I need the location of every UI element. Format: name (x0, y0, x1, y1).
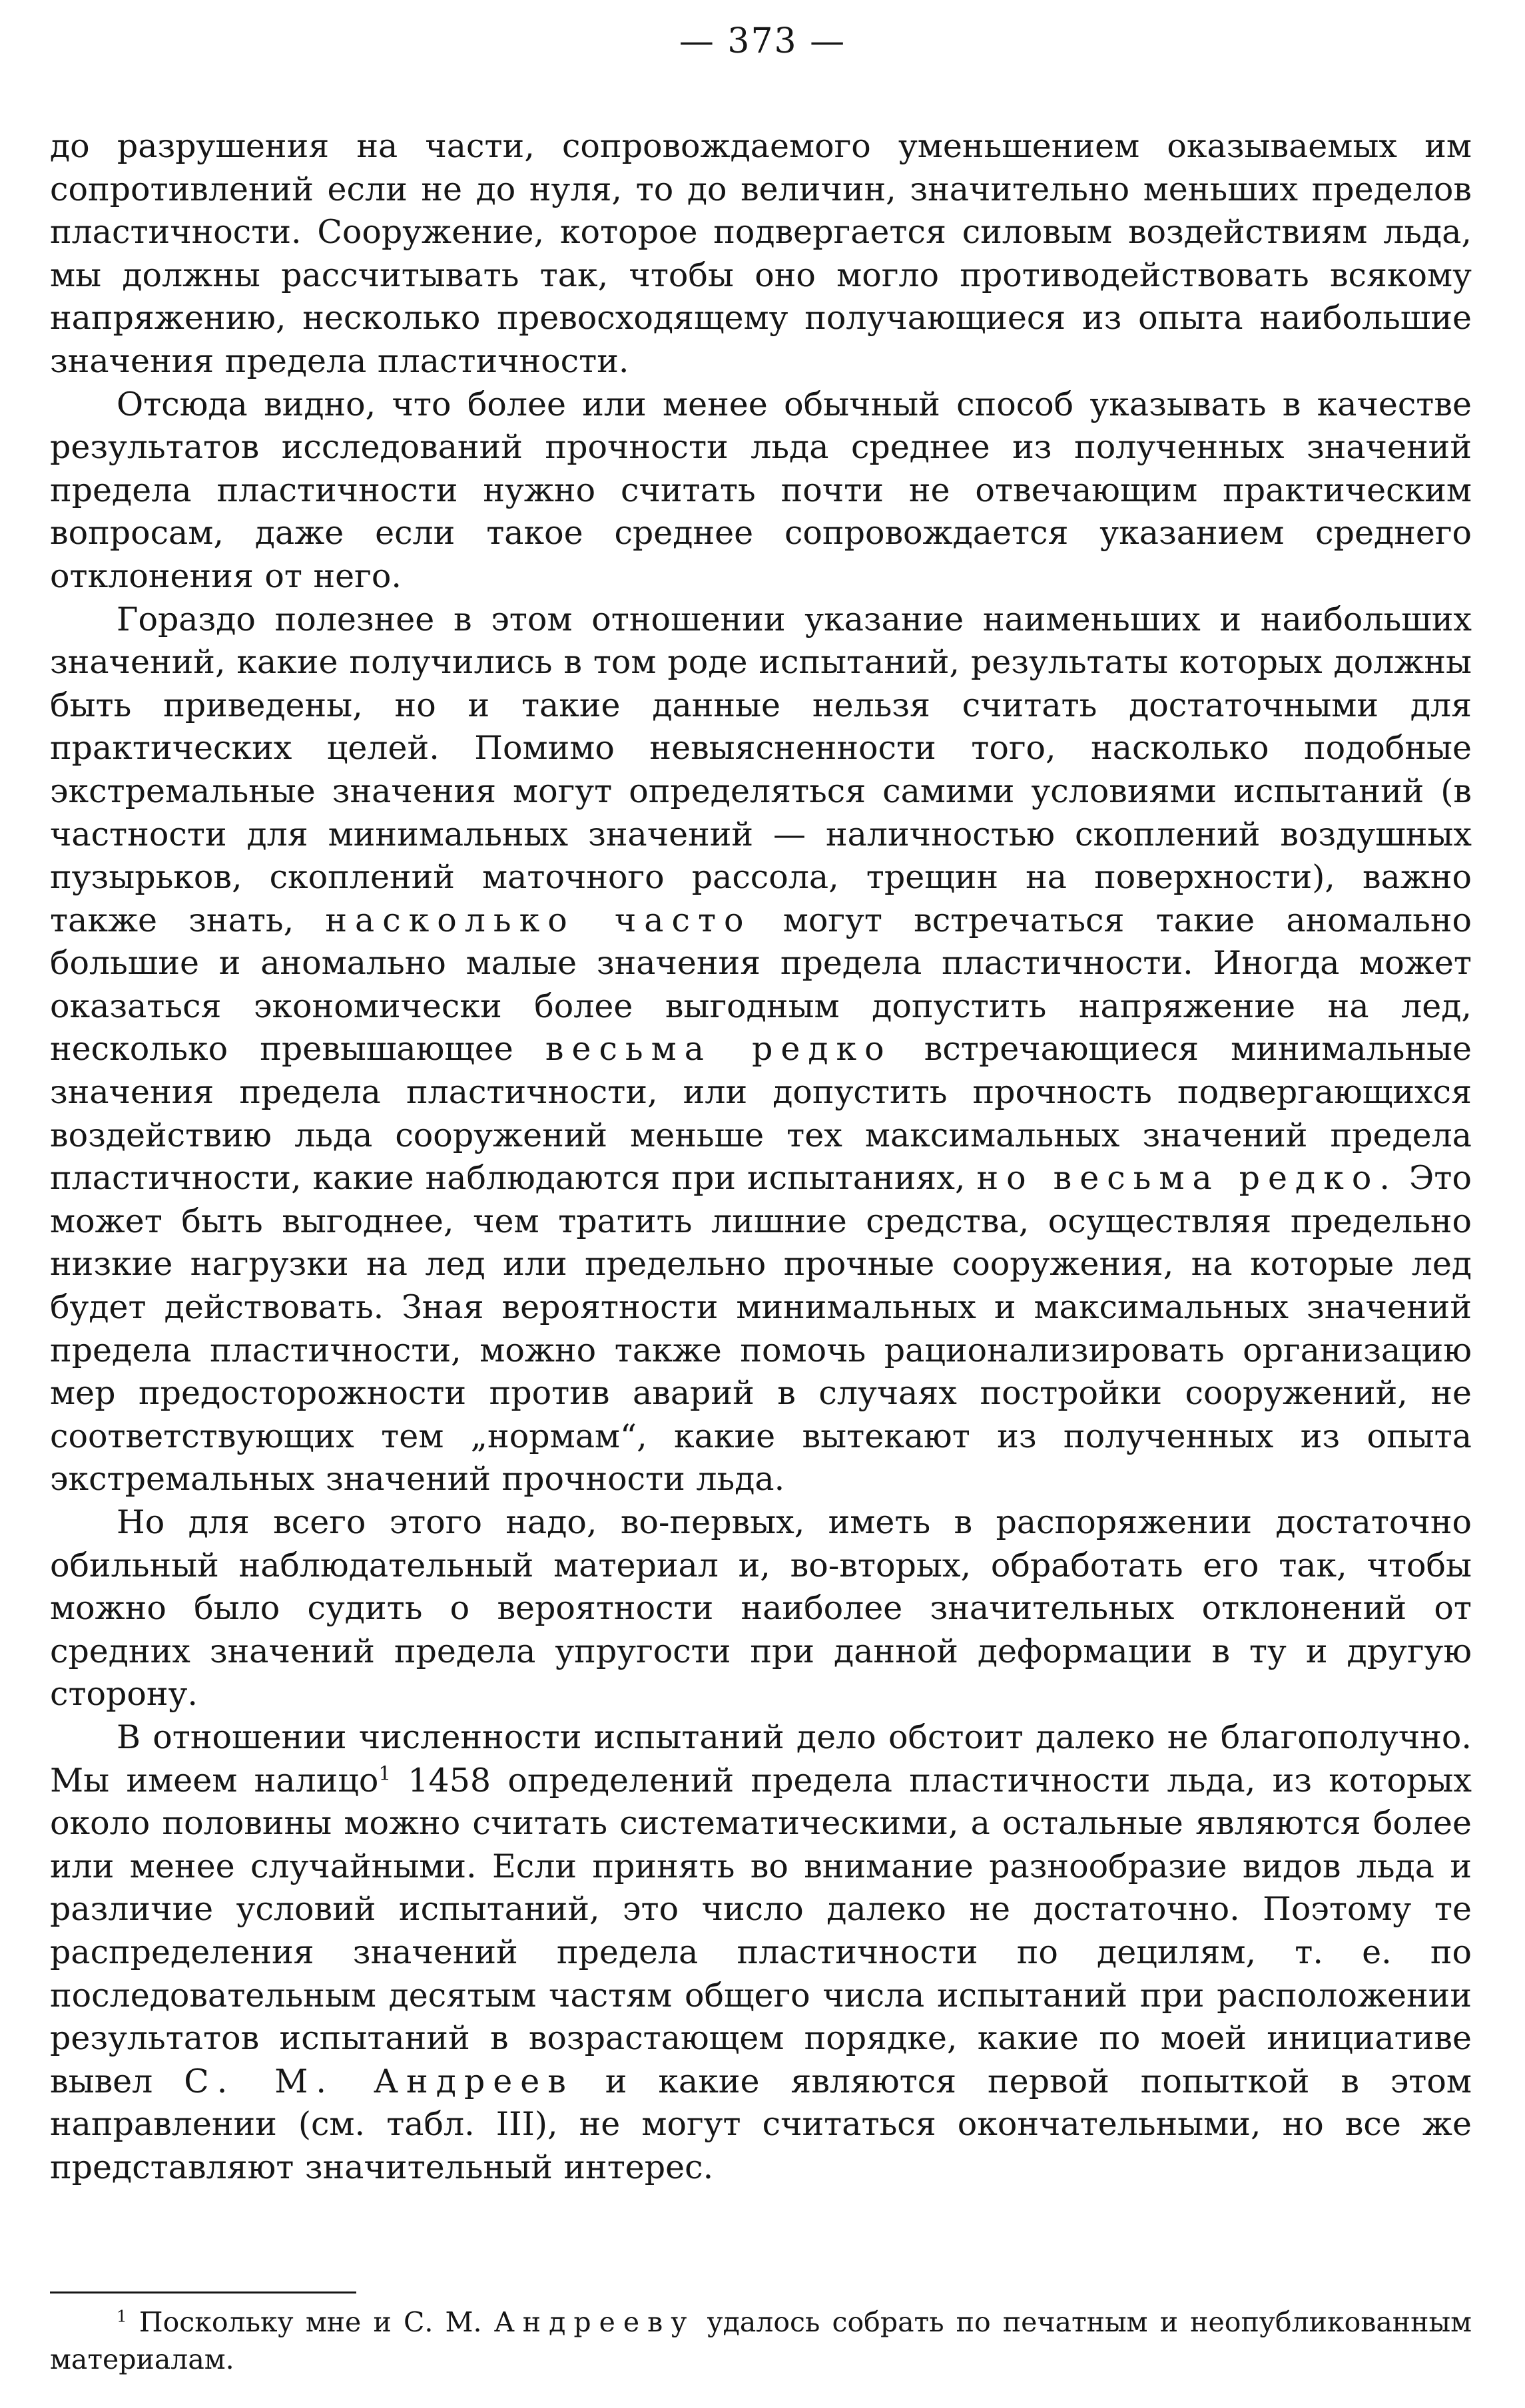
paragraph-5 (50, 1716, 1472, 2190)
paragraph-4: Но для всего этого надо, во-первых, иметь в распоряжении достаточно обильный наблюдательный материал и, во-вторых, обработать его так, чтобы можно было судить о вероятности наиболее значительных отклонений от средних значений предела упругости при данной деформации в ту и другую сторону. (50, 1503, 1472, 1714)
footnote-text-2: удалось собрать по печатным и неопубликованным материалам. (50, 2306, 1472, 2375)
paragraph-3-text-2: могут встречаться такие аномально большие и аномально малые значения предела пластичности. Иногда может оказаться экономически более выгодным допустить напряжение на лед, несколько превышающее (50, 901, 1472, 1069)
paragraph-5-text-1: В отношении численности испытаний дело обстоит далеко не благополучно. Мы имеем налицо (50, 1718, 1472, 1800)
paragraph-3-text-1: Гораздо полезнее в этом отношении указание наименьших и наибольших значений, какие получились в том роде испытаний, результаты которых должны быть приведены, но и такие данные нельзя считать достаточными для практических целей. Помимо невыясненности того, насколько подобные экстремальные значения могут определяться самими условиями испытаний (в частности для минимальных значений — наличностью скоплений воздушных пузырьков, скоплений маточного рассола, трещин на поверхности), важно также знать, (50, 600, 1472, 939)
paragraph-3-emphasis-3: но весьма редко. (976, 1159, 1398, 1198)
paragraph-5-text-3: и какие являются первой попыткой в этом направлении (см. табл. III), не могут считаться окончательными, но все же представляют значительный интерес. (50, 2062, 1472, 2186)
paragraph-3-text-3: встречающиеся минимальные значения предела пластичности, или допустить прочность подвергающихся воздействию льда сооружений меньше тех максимальных значений предела пластичности, какие наблюдаются при испытаниях, (50, 1030, 1472, 1198)
paragraph-5-text-2: 1458 определений предела пластичности льда, из которых около половины можно считать систематическими, а остальные являются более или менее случайными. Если принять во внимание разнообразие видов льда и различие условий испытаний, это число далеко не достаточно. Поэтому те распределения значений предела пластичности по децилям, т. е. по последовательным десятым частям общего числа испытаний при расположении результатов испытаний в возрастающем порядке, какие по моей инициативе вывел (50, 1761, 1472, 2100)
footnote-text-1: Поскольку мне и С. М. (139, 2306, 482, 2338)
footnote (50, 2303, 1472, 2378)
paragraph-2: Отсюда видно, что более или менее обычный способ указывать в качестве результатов исследований прочности льда среднее из полученных значений предела пластичности нужно считать почти не отвечающим практическим вопросам, даже если такое среднее сопровождается указанием среднего отклонения от него. (50, 385, 1472, 595)
main-text (50, 125, 1472, 2190)
footnote-reference: 1 (378, 1762, 392, 1785)
paragraph-3-emphasis-2: весьма редко (545, 1030, 892, 1069)
paragraph-1: до разрушения на части, сопровождаемого уменьшением оказываемых им сопротивлений если не до нуля, то до величин, значительно меньших пределов пластичности. Сооружение, которое подвергается силовым воздействиям льда, мы должны рассчитывать так, чтобы оно могло противодействовать всякому напряжению, несколько превосходящему получающиеся из опыта наибольшие значения предела пластичности. (50, 127, 1472, 380)
paragraph-3 (50, 599, 1472, 1501)
paragraph-5-emphasis-1: С. М. Андреев (184, 2062, 574, 2100)
paragraph-3-text-4: Это может быть выгоднее, чем тратить лишние средства, осуществляя предельно низкие нагрузки на лед или предельно прочные сооружения, на которые лед будет действовать. Зная вероятности минимальных и максимальных значений предела пластичности, можно также помочь рационализировать организацию мер предосторожности против аварий в случаях постройки сооружений, не соответствующих тем „нормам“, какие вытекают из полученных из опыта экстремальных значений прочности льда. (50, 1159, 1472, 1499)
footnote-mark: 1 (117, 2306, 127, 2326)
footnote-emphasis: Андрееву (493, 2306, 695, 2338)
page-number: — 373 — (679, 21, 846, 61)
footnote-divider (50, 2291, 356, 2293)
paragraph-3-emphasis-1: насколько часто (325, 901, 752, 939)
